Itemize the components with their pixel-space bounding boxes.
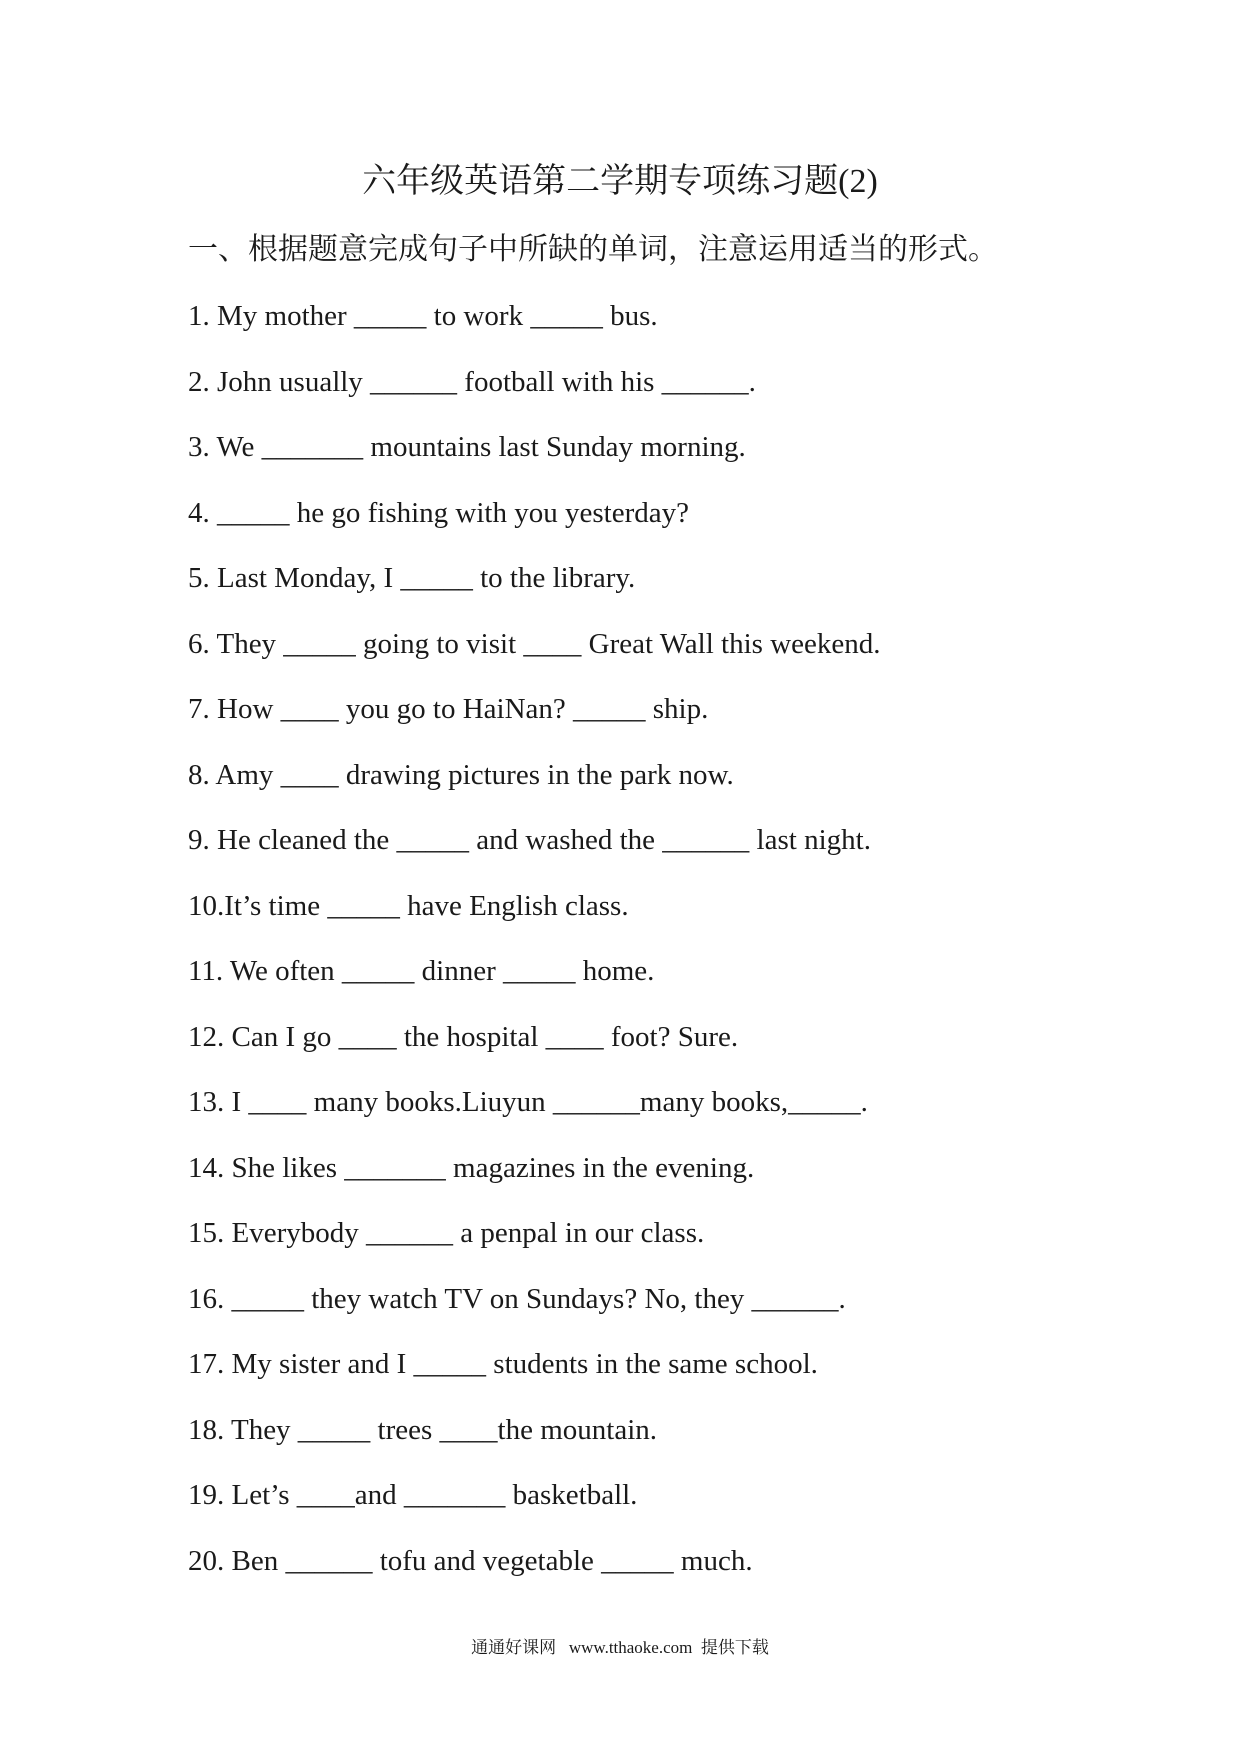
question-item: 17. My sister and I _____ students in the same school. [188,1348,818,1380]
question-item: 13. I ____ many books.Liuyun ______many books,_____. [188,1086,868,1118]
question-list [188,292,881,1602]
question-item: 18. They _____ trees ____the mountain. [188,1413,658,1446]
question-item: 1. My mother _____ to work _____ bus. [188,300,658,332]
question-item: 2. John usually ______ football with his ______. [188,365,756,398]
question-item: 7. How ____ you go to HaiNan? _____ ship. [188,693,709,725]
section-heading: 一、根据题意完成句子中所缺的单词，注意运用适当的形式。 [188,233,998,266]
question-item: 12. Can I go ____ the hospital ____ foot? Sure. [188,1020,739,1053]
question-item: 20. Ben ______ tofu and vegetable _____ much. [188,1544,753,1577]
question-item: 10.It’s time _____ have English class. [188,889,629,922]
footer-source-text: 通通好课网 www.tthaoke.com 提供下载 [471,1638,769,1657]
question-item: 4. _____ he go fishing with you yesterday? [188,496,689,529]
question-item: 16. _____ they watch TV on Sundays? No, they ______. [188,1282,846,1315]
question-item: 11. We often _____ dinner _____ home. [188,955,655,987]
question-item: 15. Everybody ______ a penpal in our class. [188,1217,705,1249]
question-item: 19. Let’s ____and _______ basketball. [188,1479,638,1511]
question-item: 8. Amy ____ drawing pictures in the park now. [188,758,734,791]
question-item: 3. We _______ mountains last Sunday morning. [188,431,746,463]
question-item: 5. Last Monday, I _____ to the library. [188,562,636,594]
question-item: 9. He cleaned the _____ and washed the ______ last night. [188,824,871,856]
page-title: 六年级英语第二学期专项练习题(2) [362,163,878,200]
question-item: 6. They _____ going to visit ____ Great Wall this weekend. [188,627,881,660]
question-item: 14. She likes _______ magazines in the evening. [188,1151,755,1184]
